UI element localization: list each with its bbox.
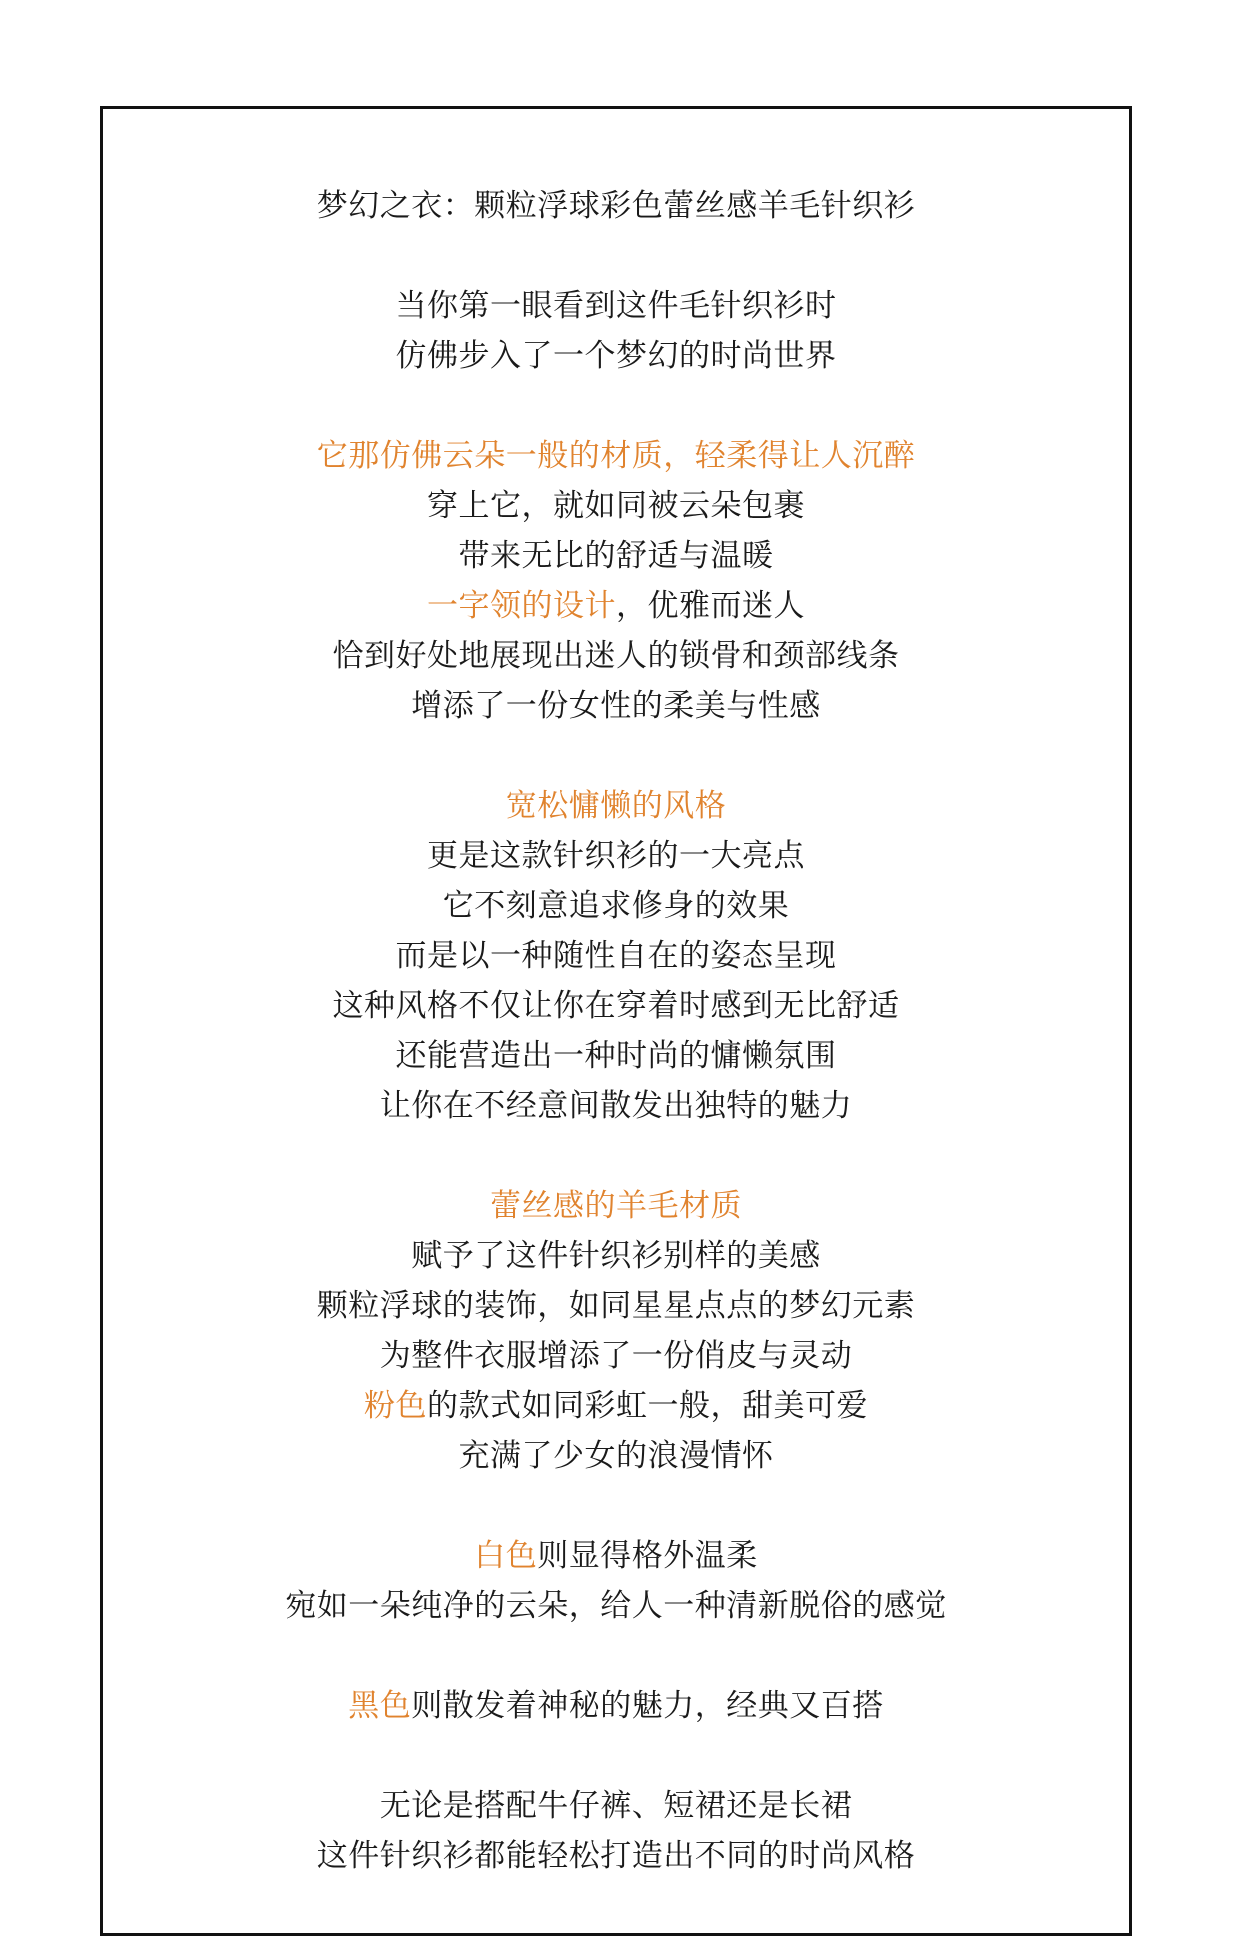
matching-line: 无论是搭配牛仔裤、短裙还是长裙 [379, 1788, 853, 1824]
spacer [103, 1131, 1129, 1181]
spacer [103, 381, 1129, 431]
intro-line: 仿佛步入了一个梦幻的时尚世界 [395, 338, 837, 374]
black-color-highlight: 黑色 [348, 1688, 412, 1724]
lace-line: 赋予了这件针织衫别样的美感 [411, 1238, 821, 1274]
texture-line: 恰到好处地展现出迷人的锁骨和颈部线条 [332, 638, 900, 674]
article-frame [100, 106, 1132, 1936]
style-line: 这种风格不仅让你在穿着时感到无比舒适 [332, 988, 900, 1024]
neckline-highlight: 一字领的设计 [427, 588, 616, 624]
style-heading: 宽松慵懒的风格 [505, 788, 727, 824]
texture-line: 带来无比的舒适与温暖 [458, 538, 774, 574]
style-line: 它不刻意追求修身的效果 [442, 888, 790, 924]
style-line: 还能营造出一种时尚的慵懒氛围 [395, 1038, 837, 1074]
lace-line [103, 1381, 1129, 1431]
lace-line-rest: 的款式如同彩虹一般，甜美可爱 [427, 1388, 868, 1424]
texture-line: 增添了一份女性的柔美与性感 [411, 688, 821, 724]
style-line: 而是以一种随性自在的姿态呈现 [395, 938, 837, 974]
lace-line: 颗粒浮球的装饰，如同星星点点的梦幻元素 [316, 1288, 916, 1324]
article-body [103, 181, 1129, 1881]
spacer [103, 1631, 1129, 1681]
texture-line [103, 581, 1129, 631]
white-line: 宛如一朵纯净的云朵，给人一种清新脱俗的感觉 [285, 1588, 947, 1624]
white-color-highlight: 白色 [474, 1538, 538, 1574]
black-line [103, 1681, 1129, 1731]
spacer [103, 1481, 1129, 1531]
white-line-rest: 则显得格外温柔 [537, 1538, 758, 1574]
white-line [103, 1531, 1129, 1581]
lace-line: 充满了少女的浪漫情怀 [458, 1438, 774, 1474]
style-line: 让你在不经意间散发出独特的魅力 [379, 1088, 853, 1124]
lace-line: 为整件衣服增添了一份俏皮与灵动 [379, 1338, 853, 1374]
matching-line: 这件针织衫都能轻松打造出不同的时尚风格 [316, 1838, 916, 1874]
intro-line: 当你第一眼看到这件毛针织衫时 [395, 288, 837, 324]
black-line-rest: 则散发着神秘的魅力，经典又百搭 [411, 1688, 884, 1724]
spacer [103, 231, 1129, 281]
lace-heading: 蕾丝感的羊毛材质 [490, 1188, 742, 1224]
article-title: 梦幻之衣：颗粒浮球彩色蕾丝感羊毛针织衫 [316, 188, 916, 224]
pink-color-highlight: 粉色 [364, 1388, 427, 1424]
spacer [103, 1731, 1129, 1781]
texture-line: 穿上它，就如同被云朵包裹 [427, 488, 805, 524]
spacer [103, 731, 1129, 781]
style-line: 更是这款针织衫的一大亮点 [427, 838, 805, 874]
texture-line-rest: ，优雅而迷人 [616, 588, 805, 624]
texture-heading: 它那仿佛云朵一般的材质，轻柔得让人沉醉 [316, 438, 916, 474]
